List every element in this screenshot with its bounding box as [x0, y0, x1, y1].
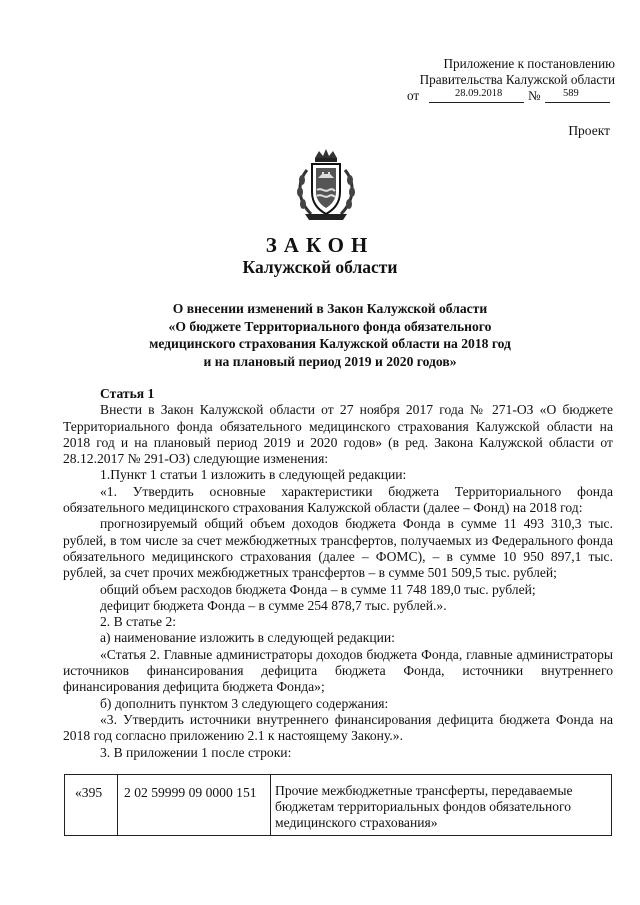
law-title: ЗАКОН [265, 233, 375, 257]
admin-code-cell: «395 [65, 775, 118, 836]
kbk-code-cell: 2 02 59999 09 0000 151 [118, 775, 271, 836]
article-heading: Статья 1 [100, 386, 155, 401]
subject-line-2: «О бюджете Территориального фонда обязательного [168, 318, 492, 334]
law-subject [140, 300, 520, 370]
description-cell: Прочие межбюджетные трансферты, передаваемые бюджетам территориальных фондов обязательного медицинского страхования» [271, 775, 612, 836]
paragraph-item-2b: б) дополнить пунктом 3 следующего содержания: [100, 695, 389, 711]
paragraph-revenue: прогнозируемый общий объем доходов бюджета Фонда в сумме 11 493 310,3 тыс. рублей, в том числе за счет межбюджетных трансфертов, получаемых из Федерального фонда обязательного медицинского страхования (далее – ФОМС), – в сумме 10 950 897,1 тыс. рублей, за счет прочих межбюджетных трансфертов – в сумме 501 509,5 тыс. рублей; [63, 516, 613, 581]
revenue-codes-table [64, 774, 612, 836]
ref-prefix: от [407, 88, 420, 103]
paragraph-deficit: дефицит бюджета Фонда – в сумме 254 878,7 тыс. рублей.». [100, 597, 447, 613]
draft-status: Проект [568, 123, 610, 138]
number-label: № [528, 88, 541, 103]
appendix-line-1: Приложение к постановлению [443, 56, 615, 71]
region-title: Калужской области [242, 257, 398, 277]
decree-date: 28.09.2018 [455, 88, 503, 99]
paragraph-amendment-intro: Внести в Закон Калужской области от 27 ноября 2017 года № 271-ОЗ «О бюджете Территориального фонда обязательного медицинского страхования Калужской области на 2018 год и на плановый период 2019 и 2020 годов» (в ред. Закона Калужской области от 28.12.2017 № 291-ОЗ) следующие изменения: [63, 402, 613, 467]
table-row [65, 775, 612, 836]
paragraph-item-2a: а) наименование изложить в следующей редакции: [100, 630, 395, 646]
date-underline [429, 102, 524, 103]
paragraph-point-3: «3. Утвердить источники внутреннего финансирования дефицита бюджета Фонда на 2018 год согласно приложению 2.1 к настоящему Закону.». [63, 711, 613, 744]
appendix-reference [395, 56, 615, 104]
subject-line-3: медицинского страхования Калужской области на 2018 год [149, 336, 511, 351]
kaluga-coat-of-arms-icon [293, 148, 359, 224]
paragraph-item-3: 3. В приложении 1 после строки: [100, 744, 292, 760]
paragraph-expenditure: общий объем расходов бюджета Фонда – в сумме 11 748 189,0 тыс. рублей; [100, 581, 536, 597]
paragraph-budget-characteristics: «1. Утвердить основные характеристики бюджета Территориального фонда обязательного медицинского страхования Калужской области (далее – Фонд) на 2018 год: [63, 483, 613, 516]
paragraph-article-2-title: «Статья 2. Главные администраторы доходов бюджета Фонда, главные администраторы источников финансирования дефицита бюджета Фонда, источники внутреннего финансирования дефицита бюджета Фонда»; [63, 646, 613, 695]
paragraph-item-1: 1.Пункт 1 статьи 1 изложить в следующей редакции: [100, 467, 407, 483]
decree-number: 589 [563, 88, 579, 99]
paragraph-item-2: 2. В статье 2: [100, 614, 177, 630]
appendix-date-number [395, 88, 615, 104]
number-underline [545, 102, 610, 103]
law-body [63, 386, 613, 761]
subject-line-4: и на плановый период 2019 и 2020 годов» [203, 353, 457, 369]
subject-line-1: О внесении изменений в Закон Калужской области [172, 301, 488, 316]
appendix-line-2: Правительства Калужской области [419, 72, 615, 87]
